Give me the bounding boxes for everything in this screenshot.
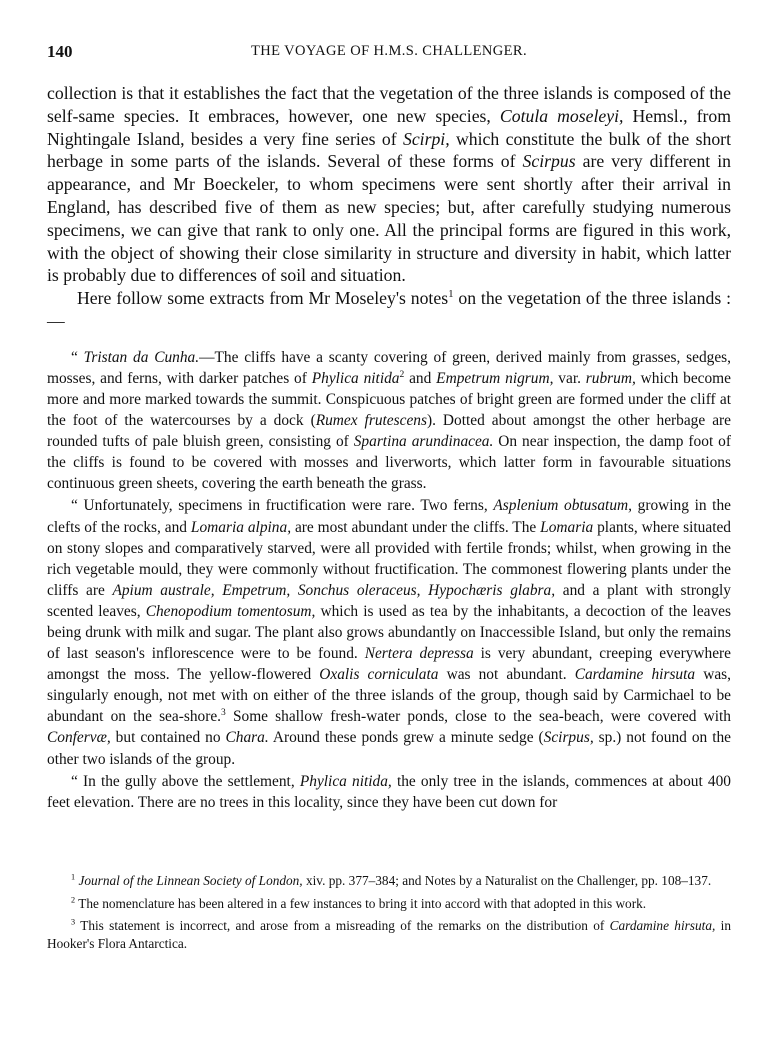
footnote-2: $^2$ The nomenclature has been altered in a few instances to bring it into accord with that adopted in this work.: [71, 895, 647, 911]
quote-tristan-da-cunha: “ Tristan da Cunha.—The cliffs have a scanty covering of green, derived mainly from grasses, sedges, mosses, and ferns, with darker patches of Phylica nitida$^2$ and Empetrum nigrum, var. rubrum, which become more and more marked towards the summit. Conspicuous patches of bright green are formed under the cliff at the foot of the watercourses by a dock (Rumex frutescens). Dotted about amongst the other herbage are rounded tufts of pale bluish green, consisting of Spartina arundinacea. On near inspection, the damp foot of the cliffs is found to be covered with mosses and liverworts, which latter form in favourable situations continuous green sheets, covering the earth beneath the grass.: [47, 348, 732, 493]
paragraph-collection: collection is that it establishes the fact that the vegetation of the three islands is composed of the self-same species. It embraces, however, one new species, Cotula moseleyi, Hemsl., from Nightingale Island, besides a very fine series of Scirpi, which constitute the bulk of the short herbage in some parts of the islands. Several of these forms of Scirpus are very different in appearance, and Mr Boeckeler, to whom specimens were sent shortly after their arrival in England, has described five of them as new species; but, after carefully studying numerous specimens, we can give that rank to only one. All the principal forms are figured in this work, with the object of showing their close similarity in structure and diversity in habit, which latter is probably due to differences of soil and situation.: [47, 83, 731, 286]
page-number: 140: [47, 42, 73, 61]
quote-fructification: “ Unfortunately, specimens in fructification were rare. Two ferns, Asplenium obtusatum, growing in the clefts of the rocks, and Lomaria alpina, are most abundant under the cliffs. The Lomaria plants, where situated on stony slopes and comparatively starved, were all provided with fertile fronds; whilst, when growing in the rich vegetable mould, they were commonly without fructification. The commonest flowering plants under the cliffs are Apium australe, Empetrum, Sonchus oleraceus, Hypochæris glabra, and a plant with strongly scented leaves, Chenopodium tomentosum, which is used as tea by the inhabitants, a decoction of the leaves being drunk with milk and sugar. The plant also grows abundantly on Inaccessible Island, but only the remains of last season's inflorescence were to be found. Nertera depressa is very abundant, creeping everywhere amongst the moss. The yellow-flowered Oxalis corniculata was not abundant. Cardamine hirsuta was, singularly enough, not met with on either of the three islands of the group, though said by Carmichael to be abundant on the sea-shore.$^3$ Some shallow fresh-water ponds, close to the sea-beach, were covered with Confervæ, but contained no Chara. Around these ponds grew a minute sedge (Scirpus, sp.) not found on the other two islands of the group.: [47, 497, 732, 768]
footnote-ref-3: 3: [221, 707, 226, 719]
footnote-ref-1: 1: [448, 288, 454, 301]
footnote-3: $^3$ This statement is incorrect, and arose from a misreading of the remarks on the distribution of Cardamine hirsuta, in Hooker's Flora Antarctica.: [47, 917, 731, 951]
footnote-1: $^1$ Journal of the Linnean Society of London, xiv. pp. 377–384; and Notes by a Naturalist on the Challenger, pp. 108–137.: [71, 872, 712, 888]
body-text: [47, 82, 731, 813]
running-title: THE VOYAGE OF H.M.S. CHALLENGER.: [251, 43, 527, 59]
paragraph-extracts-intro: Here follow some extracts from Mr Moseley's notes$^1$ on the vegetation of the three islands :—: [47, 288, 731, 331]
page-header: [47, 42, 731, 64]
footnotes: [47, 872, 731, 957]
quote-gully-settlement: “ In the gully above the settlement, Phylica nitida, the only tree in the islands, commences at about 400 feet elevation. There are no trees in this locality, since they have been cut down for: [47, 772, 731, 811]
footnote-ref-2: 2: [399, 368, 405, 380]
quoted-notes: [47, 347, 731, 813]
